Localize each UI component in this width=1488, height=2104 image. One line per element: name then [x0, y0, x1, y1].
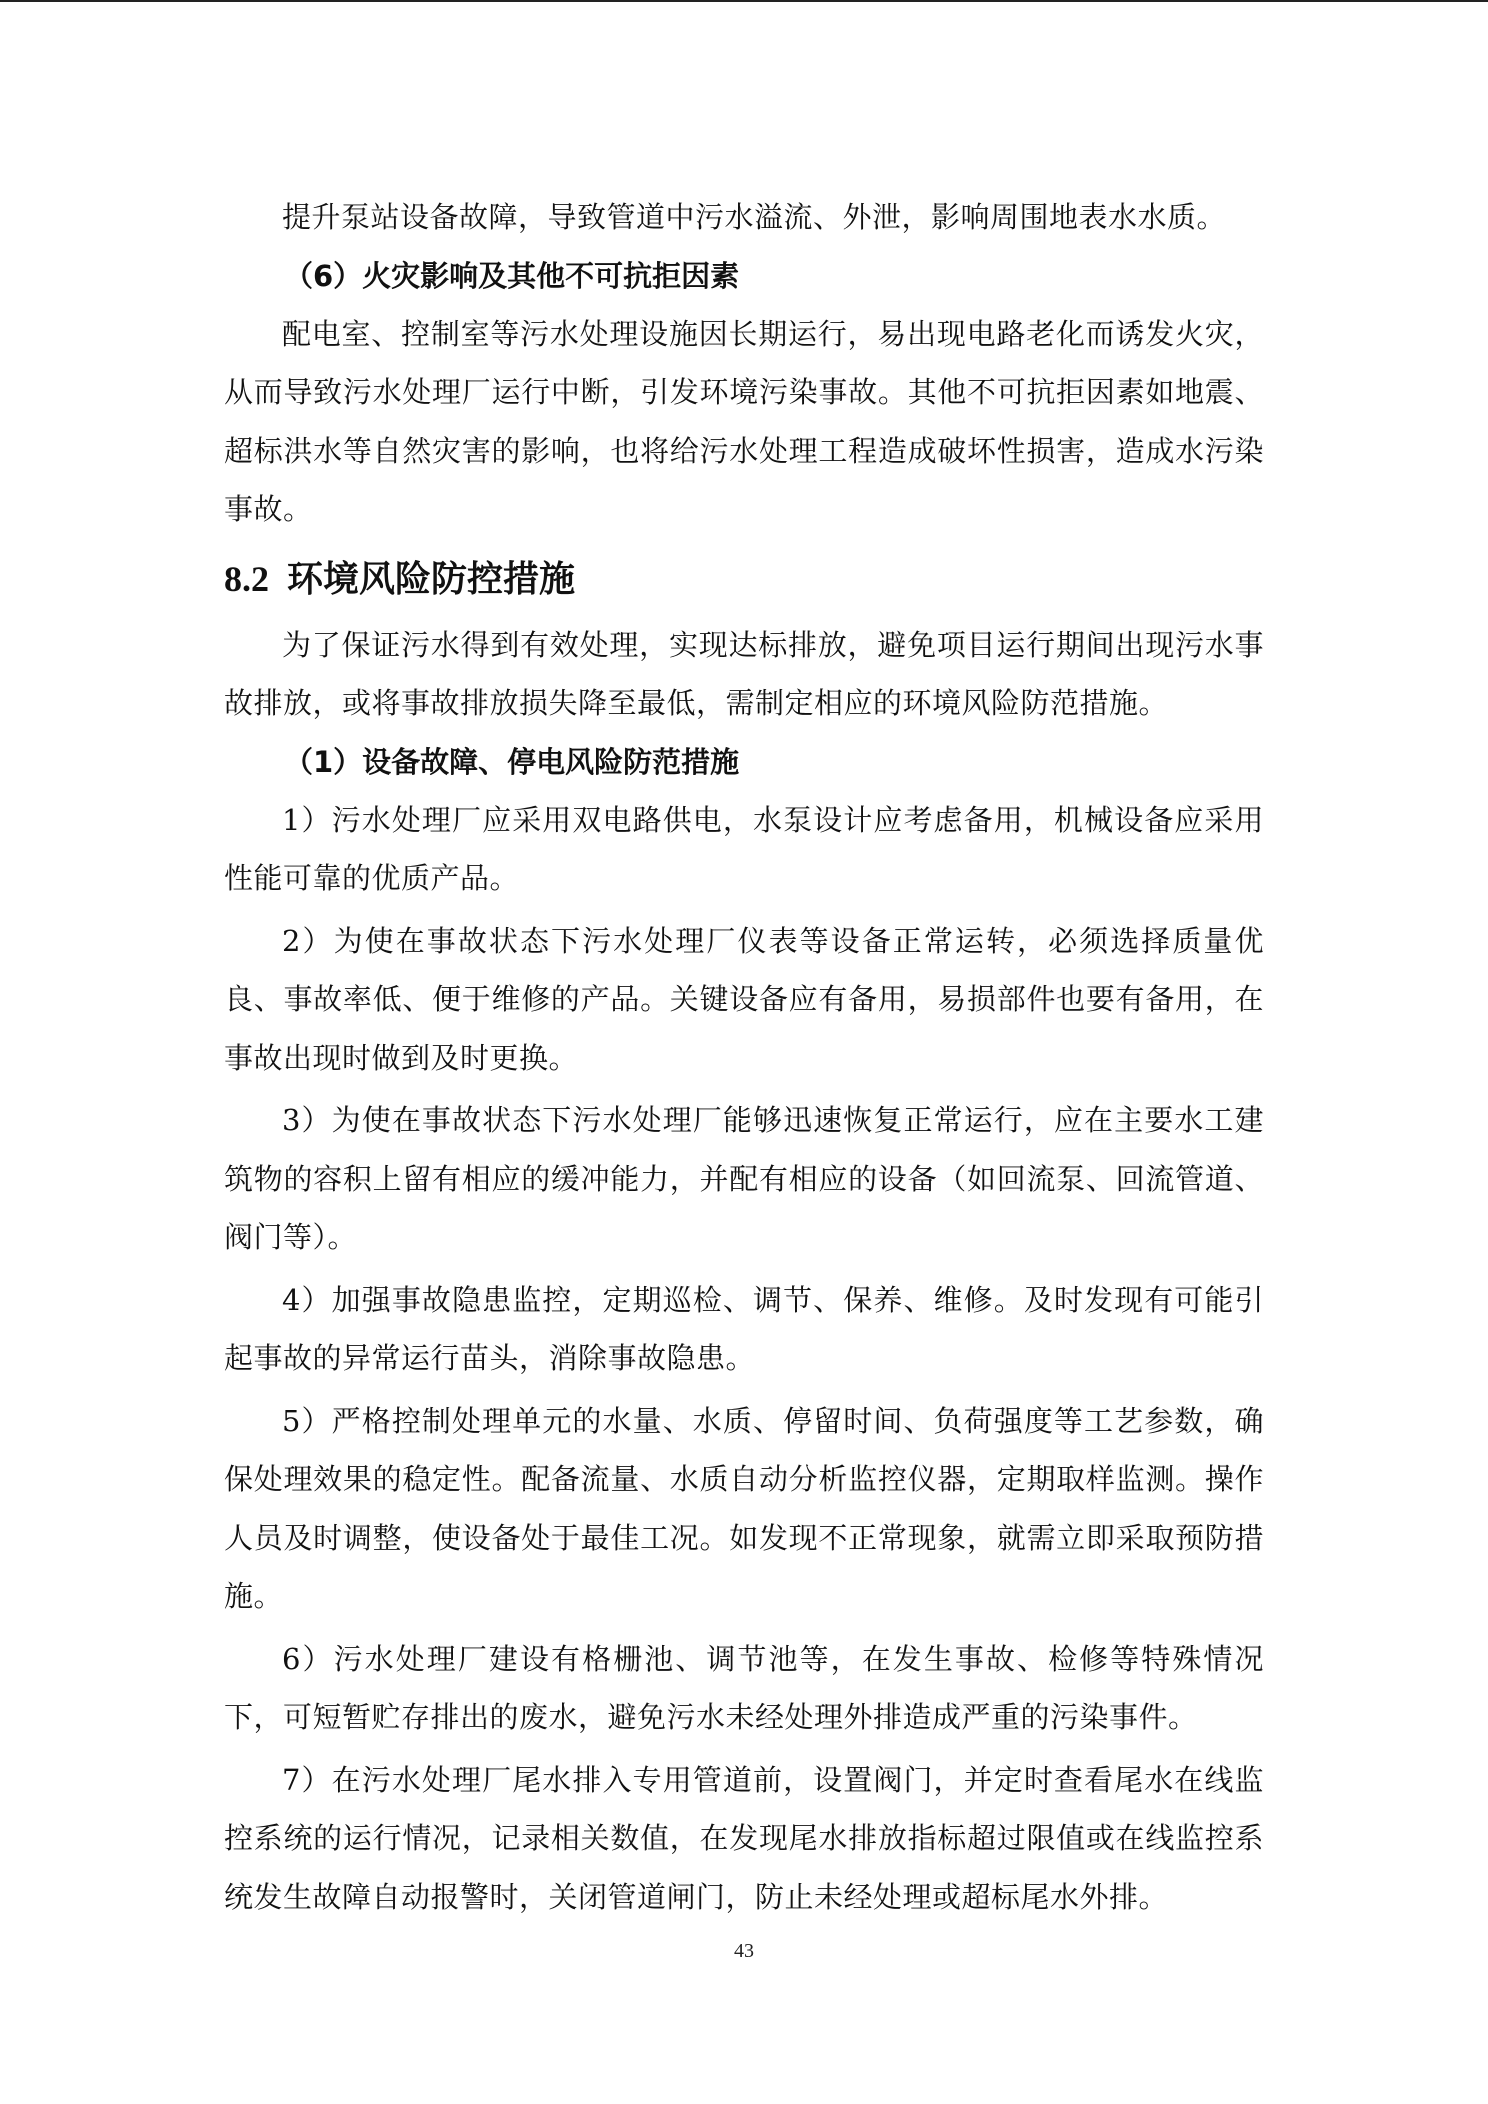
list-item: 4）加强事故隐患监控，定期巡检、调节、保养、维修。及时发现有可能引起事故的异常运行苗头，消除事故隐患。 [224, 1282, 1264, 1375]
paragraph-intro: 为了保证污水得到有效处理，实现达标排放，避免项目运行期间出现污水事故排放，或将事故排放损失降至最低，需制定相应的环境风险防范措施。 [224, 627, 1264, 720]
paragraph-pump-failure: 提升泵站设备故障，导致管道中污水溢流、外泄，影响周围地表水水质。 [282, 200, 1227, 234]
page-content [224, 188, 1264, 1930]
list-item: 1）污水处理厂应采用双电路供电，水泵设计应考虑备用，机械设备应采用性能可靠的优质产品。 [224, 802, 1264, 895]
list-item: 3）为使在事故状态下污水处理厂能够迅速恢复正常运行，应在主要水工建筑物的容积上留有相应的缓冲能力，并配有相应的设备（如回流泵、回流管道、阀门等）。 [224, 1103, 1264, 1254]
section-heading [224, 557, 1264, 602]
list-item: 6）污水处理厂建设有格栅池、调节池等，在发生事故、检修等特殊情况下，可短暂贮存排出的废水，避免污水未经处理外排造成严重的污染事件。 [224, 1641, 1264, 1734]
list-item: 2）为使在事故状态下污水处理厂仪表等设备正常运转，必须选择质量优良、事故率低、便于维修的产品。关键设备应有备用，易损部件也要有备用，在事故出现时做到及时更换。 [224, 923, 1264, 1075]
list-item: 7）在污水处理厂尾水排入专用管道前，设置阀门，并定时查看尾水在线监控系统的运行情况，记录相关数值，在发现尾水排放指标超过限值或在线监控系统发生故障自动报警时，关闭管道闸门，防止未经处理或超标尾水外排。 [224, 1762, 1264, 1914]
section-title: 环境风险防控措施 [287, 558, 576, 600]
list-item: 5）严格控制处理单元的水量、水质、停留时间、负荷强度等工艺参数，确保处理效果的稳定性。配备流量、水质自动分析监控仪器，定期取样监测。操作人员及时调整，使设备处于最佳工况。如发现不正常现象，就需立即采取预防措施。 [224, 1403, 1264, 1613]
subheading-equipment: （1）设备故障、停电风险防范措施 [284, 744, 740, 779]
paragraph-fire: 配电室、控制室等污水处理设施因长期运行，易出现电路老化而诱发火灾，从而导致污水处理厂运行中断，引发环境污染事故。其他不可抗拒因素如地震、超标洪水等自然灾害的影响，也将给污水处理工程造成破坏性损害，造成水污染事故。 [224, 316, 1264, 526]
section-number: 8.2 [224, 558, 269, 599]
subheading-fire: （6）火灾影响及其他不可抗拒因素 [284, 258, 740, 293]
page-number: 43 [734, 1940, 754, 1962]
